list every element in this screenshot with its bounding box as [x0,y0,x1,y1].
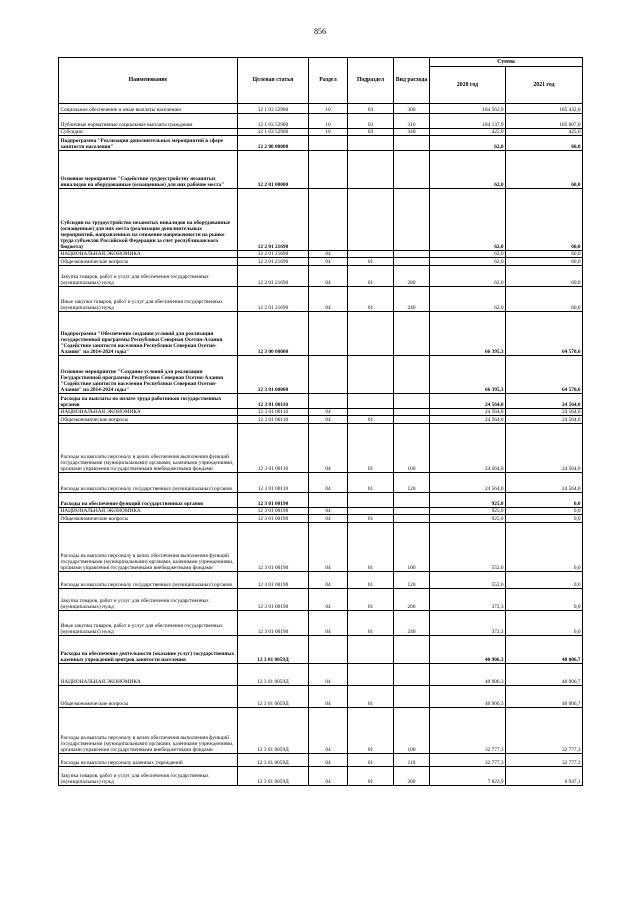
row-subsection: 01 [348,416,394,424]
table-row [59,515,583,523]
row-sum-2020: 66 395,3 [430,312,506,356]
row-subsection: 01 [348,589,394,611]
row-sum-2021: 185 007,0 [506,114,583,129]
table-row [59,409,583,416]
row-subsection [348,189,394,251]
row-target-code: 12 2 01 21690 [238,251,309,258]
row-sum-2021: 0,0 [506,508,583,515]
row-subsection: 01 [348,572,394,589]
row-target-code: 12 1 03 52900 [238,114,309,129]
row-section: 04 [309,473,348,493]
row-expense-type: 100 [394,424,430,473]
table-row [59,251,583,258]
table-row [59,708,583,754]
row-sum-2021: 0,0 [506,515,583,523]
row-section: 04 [309,589,348,611]
row-expense-type: 120 [394,572,430,589]
row-expense-type [394,258,430,266]
budget-table [58,57,583,786]
row-name: Расходы на выплаты персоналу в целях обеспечения выполнения функций государственными (муниципальными) органами, казенными учреждениями, органами управления государственными внебюджетными фондами [59,708,238,754]
row-name: Закупка товаров, работ и услуг для обеспечения государственных (муниципальных) нужд [59,767,238,786]
header-subsection: Подраздел [348,58,394,104]
row-subsection [348,136,394,151]
row-expense-type: 200 [394,767,430,786]
row-sum-2020: 24 564,0 [430,394,506,409]
row-section [309,312,348,356]
row-expense-type [394,515,430,523]
row-target-code: 12 2 01 21690 [238,189,309,251]
row-expense-type [394,664,430,686]
row-subsection [348,409,394,416]
row-sum-2020: 24 564,0 [430,424,506,473]
header-name: Наименование [59,58,238,104]
row-name: Расходы на обеспечение деятельности (оказание услуг) государственных казенных учреждений центров занятости населения [59,636,238,664]
row-sum-2021: 0,0 [506,589,583,611]
row-subsection [348,664,394,686]
row-target-code: 12 3 01 00190 [238,611,309,636]
row-sum-2021: 40 006,7 [506,686,583,708]
row-name: Общеэкономические вопросы [59,416,238,424]
row-target-code: 12 3 01 00190 [238,589,309,611]
row-section: 04 [309,251,348,258]
row-section: 04 [309,611,348,636]
row-target-code: 12 2 01 21690 [238,258,309,266]
row-sum-2020: 40 906,3 [430,664,506,686]
row-sum-2021: 0,0 [506,493,583,508]
row-sum-2021: 24 564,0 [506,409,583,416]
row-subsection: 01 [348,523,394,572]
row-target-code: 12 2 01 21690 [238,266,309,287]
row-sum-2020: 62,0 [430,266,506,287]
row-sum-2021: 60,0 [506,136,583,151]
row-sum-2021: 0,0 [506,611,583,636]
table-row [59,611,583,636]
row-section [309,394,348,409]
row-target-code: 12 2 00 00000 [238,136,309,151]
row-target-code: 12 2 01 21690 [238,287,309,312]
row-sum-2021: 32 777,3 [506,754,583,767]
row-expense-type: 240 [394,287,430,312]
table-row [59,508,583,515]
row-expense-type [394,151,430,189]
row-expense-type: 110 [394,754,430,767]
row-name: Расходы на выплаты персоналу казенных учреждений [59,754,238,767]
row-sum-2020: 7 823,9 [430,767,506,786]
row-name: Иные закупки товаров, работ и услуг для обеспечения государственных (муниципальных) нужд [59,287,238,312]
row-target-code: 12 3 01 00110 [238,409,309,416]
row-expense-type: 100 [394,523,430,572]
row-target-code: 12 3 01 0059Д [238,686,309,708]
row-name: Основное мероприятие "Создание условий для реализации Государственной программы Республики Северная Осетия-Алания "Содействие занятости населения Республики Северная Осетия-Алания" на 2014-2024 годы" [59,356,238,394]
table-row [59,636,583,664]
row-name: Подпрограмма "Обеспечение создания условий для реализации государственной программы Республики Северная Осетия-Алания "Содействие занятости населения Республики Северная Осетия-Алания" на 2014-2024 годы" [59,312,238,356]
row-sum-2020: 372,3 [430,611,506,636]
row-expense-type: 300 [394,104,430,114]
row-section: 10 [309,129,348,136]
header-year-2020: 2020 год [430,67,506,104]
row-sum-2021: 60,0 [506,189,583,251]
table-row [59,394,583,409]
row-name: НАЦИОНАЛЬНАЯ ЭКОНОМИКА [59,409,238,416]
row-subsection: 03 [348,104,394,114]
table-row [59,767,583,786]
row-sum-2021: 24 564,0 [506,424,583,473]
row-name: Публичные нормативные социальные выплаты гражданам [59,114,238,129]
row-section [309,636,348,664]
row-sum-2021: 24 564,0 [506,394,583,409]
row-name: Субсидии [59,129,238,136]
row-expense-type: 340 [394,129,430,136]
row-subsection: 01 [348,754,394,767]
row-sum-2020: 66 395,3 [430,356,506,394]
row-section: 04 [309,664,348,686]
row-sum-2021: 0,0 [506,572,583,589]
row-section [309,136,348,151]
row-sum-2020: 62,0 [430,151,506,189]
row-section: 04 [309,416,348,424]
table-row [59,523,583,572]
row-sum-2020: 40 906,3 [430,686,506,708]
row-subsection: 01 [348,611,394,636]
table-row [59,686,583,708]
row-sum-2021: 0,0 [506,523,583,572]
table-row [59,424,583,473]
row-name: Закупка товаров, работ и услуг для обеспечения государственных (муниципальных) нужд [59,266,238,287]
row-name: Социальное обеспечение и иные выплаты населению [59,104,238,114]
row-name: НАЦИОНАЛЬНАЯ ЭКОНОМИКА [59,251,238,258]
row-sum-2020: 552,6 [430,523,506,572]
row-section: 04 [309,754,348,767]
row-section: 04 [309,287,348,312]
row-sum-2021: 32 777,3 [506,708,583,754]
row-subsection: 01 [348,287,394,312]
header-year-2021: 2021 год [506,67,583,104]
table-body [59,104,583,786]
row-target-code: 12 3 01 0059Д [238,754,309,767]
row-sum-2020: 32 777,3 [430,754,506,767]
row-subsection: 01 [348,515,394,523]
row-sum-2020: 62,0 [430,287,506,312]
row-section: 04 [309,508,348,515]
row-expense-type: 100 [394,708,430,754]
row-name: Субсидии на трудоустройство незанятых инвалидов на оборудованные (оснащенные) для них места (реализация дополнительных мероприятий, направленных на снижение напряженности на рынке труда субъектов Российской Федерации за счет республиканского бюджета) [59,189,238,251]
row-subsection [348,394,394,409]
row-target-code: 12 3 01 00190 [238,523,309,572]
row-sum-2021: 185 432,0 [506,104,583,114]
row-name: НАЦИОНАЛЬНАЯ ЭКОНОМИКА [59,508,238,515]
row-sum-2020: 24 564,0 [430,416,506,424]
table-row [59,589,583,611]
row-name: Общеэкономические вопросы [59,515,238,523]
row-subsection [348,508,394,515]
row-target-code: 12 3 01 00000 [238,356,309,394]
table-row [59,189,583,251]
row-section [309,189,348,251]
table-row [59,104,583,114]
header-expense-type: Вид расхода [394,58,430,104]
row-sum-2020: 24 564,0 [430,473,506,493]
table-row [59,664,583,686]
row-sum-2021: 40 006,7 [506,664,583,686]
row-target-code: 12 3 01 00190 [238,572,309,589]
row-name: Расходы на выплаты персоналу в целях обеспечения выполнения функций государственными (муниципальными) органами, казенными учреждениями, органами управления государственными внебюджетными фондами [59,523,238,572]
row-sum-2021: 64 570,6 [506,312,583,356]
row-expense-type [394,686,430,708]
row-target-code: 12 3 01 00190 [238,515,309,523]
row-section: 04 [309,686,348,708]
row-sum-2020: 425,0 [430,129,506,136]
row-subsection [348,312,394,356]
row-target-code: 12 3 01 00110 [238,394,309,409]
row-section: 04 [309,523,348,572]
row-name: Расходы на выплаты персоналу государственных (муниципальных) органов [59,473,238,493]
table-row [59,493,583,508]
row-subsection: 03 [348,114,394,129]
row-subsection: 01 [348,767,394,786]
row-expense-type [394,136,430,151]
table-row [59,416,583,424]
row-target-code: 12 3 01 0059Д [238,664,309,686]
row-sum-2020: 32 777,3 [430,708,506,754]
row-section: 04 [309,266,348,287]
row-expense-type: 200 [394,266,430,287]
row-expense-type [394,251,430,258]
row-target-code: 12 3 01 00190 [238,493,309,508]
row-expense-type [394,493,430,508]
table-row [59,287,583,312]
table-row [59,754,583,767]
row-name: Закупка товаров, работ и услуг для обеспечения государственных (муниципальных) нужд [59,589,238,611]
row-name: НАЦИОНАЛЬНАЯ ЭКОНОМИКА [59,664,238,686]
row-subsection: 01 [348,708,394,754]
row-target-code: 12 3 01 00110 [238,416,309,424]
row-sum-2021: 60,0 [506,151,583,189]
row-name: Расходы на обеспечение функций государственных органов [59,493,238,508]
row-sum-2021: 24 564,0 [506,473,583,493]
row-sum-2021: 24 564,0 [506,416,583,424]
row-subsection [348,251,394,258]
page-number: 856 [314,27,326,36]
row-sum-2020: 62,0 [430,258,506,266]
row-expense-type: 310 [394,114,430,129]
row-name: Расходы на выплаты персоналу в целях обеспечения выполнения функций государственными (муниципальными) органами, казенными учреждениями, органами управления государственными внебюджетными фондами [59,424,238,473]
row-subsection: 01 [348,424,394,473]
row-sum-2020: 62,0 [430,189,506,251]
row-expense-type: 120 [394,473,430,493]
row-sum-2020: 24 564,0 [430,409,506,416]
row-sum-2020: 552,6 [430,572,506,589]
row-target-code: 12 3 01 00110 [238,424,309,473]
row-section: 04 [309,767,348,786]
row-sum-2020: 40 906,3 [430,636,506,664]
table-row [59,356,583,394]
row-subsection [348,356,394,394]
row-section: 04 [309,409,348,416]
table-row [59,266,583,287]
row-sum-2021: 6 947,1 [506,767,583,786]
table-row [59,312,583,356]
row-target-code: 12 3 01 0059Д [238,767,309,786]
row-subsection: 01 [348,266,394,287]
row-sum-2021: 60,0 [506,287,583,312]
row-target-code: 12 3 01 00110 [238,473,309,493]
row-target-code: 12 3 01 0059Д [238,708,309,754]
row-subsection: 01 [348,258,394,266]
table-row [59,473,583,493]
row-target-code: 12 1 03 52900 [238,129,309,136]
row-section: 04 [309,572,348,589]
row-section: 10 [309,114,348,129]
row-section: 10 [309,104,348,114]
header-target: Целевая статья [238,58,309,104]
row-target-code: 12 1 03 52900 [238,104,309,114]
row-section [309,493,348,508]
row-name: Расходы на выплаты персоналу государственных (муниципальных) органов [59,572,238,589]
row-sum-2020: 184 137,9 [430,114,506,129]
row-target-code: 12 3 01 0059Д [238,636,309,664]
row-expense-type [394,356,430,394]
row-sum-2020: 925,0 [430,493,506,508]
row-sum-2021: 425,0 [506,129,583,136]
row-section: 04 [309,424,348,473]
row-subsection [348,151,394,189]
row-section: 04 [309,515,348,523]
row-name: Общеэкономические вопросы [59,686,238,708]
row-subsection: 01 [348,473,394,493]
row-subsection: 01 [348,686,394,708]
row-target-code: 12 2 01 00000 [238,151,309,189]
table-row [59,136,583,151]
row-expense-type [394,636,430,664]
row-section [309,151,348,189]
table-row [59,129,583,136]
table-row [59,114,583,129]
row-section [309,356,348,394]
row-name: Иные закупки товаров, работ и услуг для обеспечения государственных (муниципальных) нужд [59,611,238,636]
table-row [59,572,583,589]
row-subsection [348,493,394,508]
row-sum-2020: 62,0 [430,136,506,151]
row-expense-type [394,409,430,416]
row-expense-type [394,416,430,424]
row-sum-2020: 184 562,9 [430,104,506,114]
row-subsection [348,636,394,664]
row-sum-2021: 40 006,7 [506,636,583,664]
row-sum-2021: 60,0 [506,266,583,287]
row-sum-2020: 62,0 [430,251,506,258]
table-row [59,151,583,189]
row-expense-type [394,189,430,251]
row-expense-type [394,394,430,409]
row-sum-2021: 60,0 [506,251,583,258]
row-expense-type [394,312,430,356]
row-sum-2020: 925,0 [430,508,506,515]
row-target-code: 12 3 01 00190 [238,508,309,515]
row-name: Подпрограмма "Реализация дополнительных мероприятий в сфере занятости населения" [59,136,238,151]
table-row [59,258,583,266]
row-sum-2020: 925,0 [430,515,506,523]
row-sum-2021: 60,0 [506,258,583,266]
row-section: 04 [309,708,348,754]
row-expense-type [394,508,430,515]
row-sum-2020: 372,3 [430,589,506,611]
row-target-code: 12 3 00 00000 [238,312,309,356]
row-name: Расходы на выплаты по оплате труда работников государственных органов [59,394,238,409]
row-sum-2021: 64 570,6 [506,356,583,394]
row-section: 04 [309,258,348,266]
header-sum: Сумма [430,58,583,67]
row-name: Основное мероприятие "Содействие трудоустройству незанятых инвалидов на оборудованные (оснащенные) для них рабочие места" [59,151,238,189]
row-name: Общеэкономические вопросы [59,258,238,266]
row-expense-type: 240 [394,611,430,636]
row-subsection: 03 [348,129,394,136]
row-expense-type: 200 [394,589,430,611]
header-section: Раздел [309,58,348,104]
